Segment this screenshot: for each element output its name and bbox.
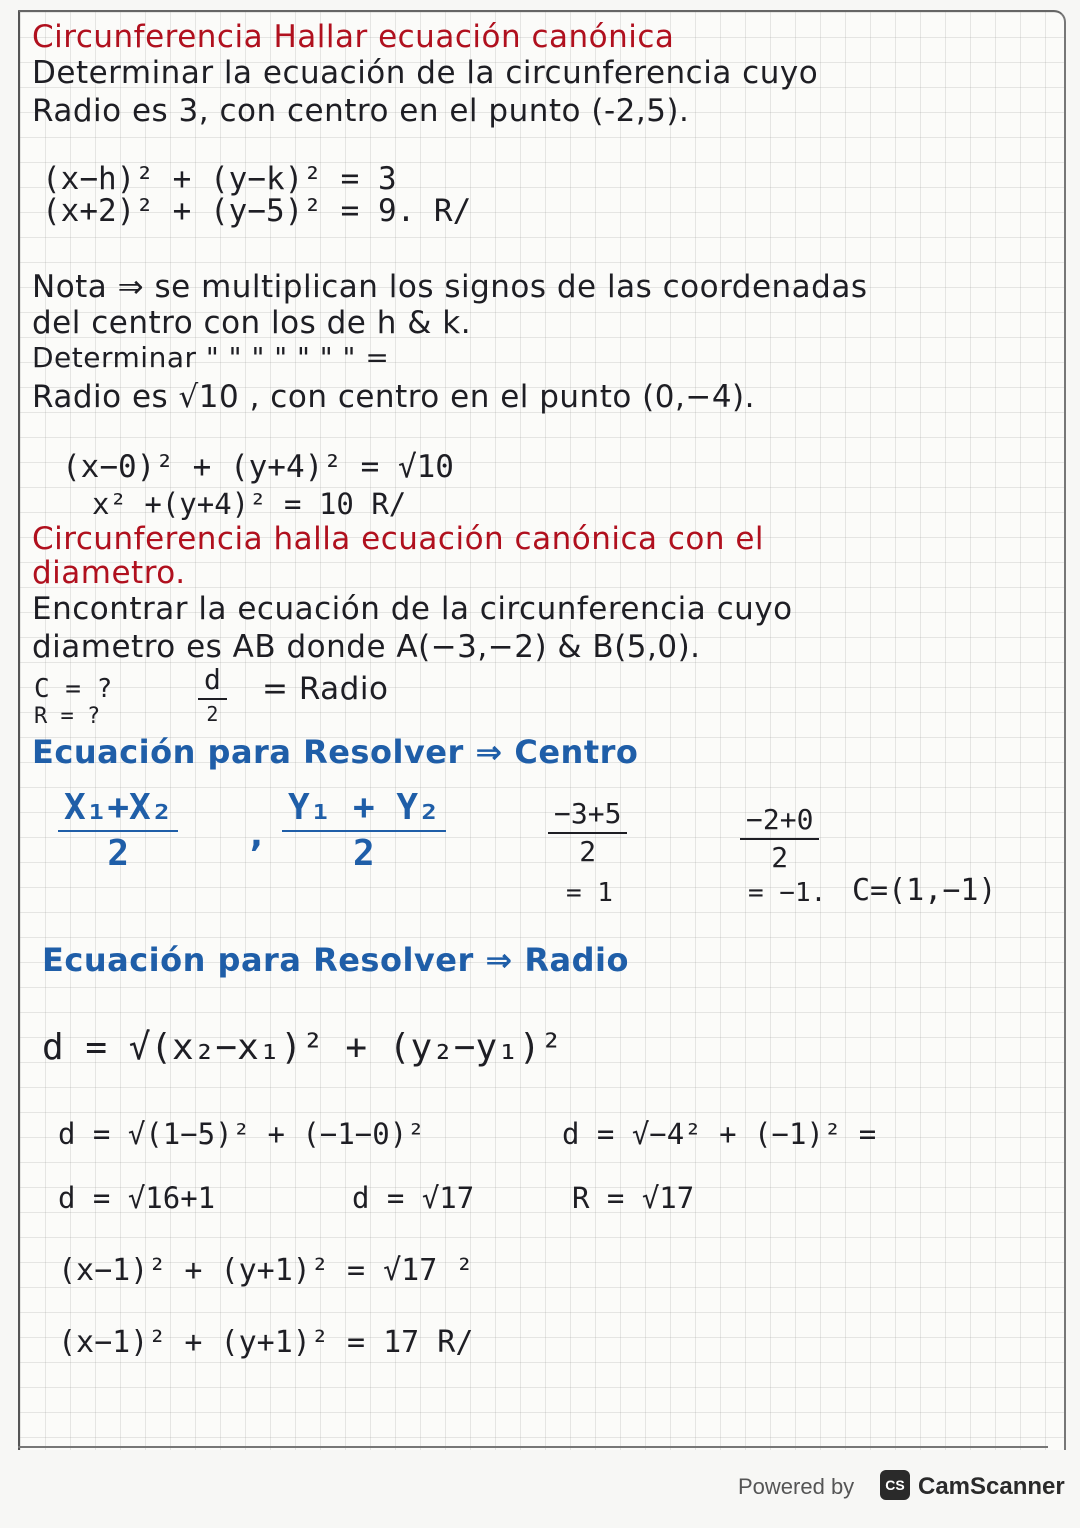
title-diametro-line2: diametro. <box>32 555 186 591</box>
distance-step3: d = √16+1 <box>58 1181 216 1215</box>
equals-radio: = Radio <box>262 671 389 707</box>
distance-result: d = √17 <box>352 1181 475 1215</box>
problem2-radio: Radio es √10 , con centro en el punto (0,−4). <box>32 379 755 415</box>
problem1-line1: Determinar la ecuación de la circunferencia cuyo <box>32 55 819 91</box>
problem1-line2: Radio es 3, con centro en el punto (-2,5). <box>32 93 690 129</box>
fraction-d-over-2: d 2 <box>198 666 227 724</box>
problem3-line2: diametro es AB donde A(−3,−2) & B(5,0). <box>32 629 701 665</box>
paper-bottom-edge <box>18 1446 1048 1448</box>
title-diametro-line1: Circunferencia halla ecuación canónica con el <box>32 521 765 557</box>
camscanner-watermark <box>730 1462 1064 1514</box>
equation-squared-step: (x−1)² + (y+1)² = √17 ² <box>58 1253 474 1288</box>
center-result: C=(1,−1) <box>852 873 997 908</box>
fraction-y-values: −2+0 2 <box>740 806 819 872</box>
equation-general-form: (x−h)² + (y−k)² = 3 <box>42 161 397 197</box>
title-circunferencia-canonica: Circunferencia Hallar ecuación canónica <box>32 19 675 55</box>
problem3-line1: Encontrar la ecuación de la circunferencia cuyo <box>32 591 793 627</box>
radius-unknown: R = ? <box>34 704 101 729</box>
fraction-x-midpoint: X₁+X₂ 2 <box>58 790 178 872</box>
equation-answer1: (x+2)² + (y−5)² = 9. R/ <box>42 193 472 229</box>
problem2-determinar: Determinar " " " " " " " = <box>32 341 390 374</box>
heading-radio: Ecuación para Resolver ⇒ Radio <box>42 941 629 979</box>
fraction-y-midpoint: Y₁ + Y₂ 2 <box>282 790 446 872</box>
note-line1: Nota ⇒ se multiplican los signos de las coordenadas <box>32 269 868 305</box>
camscanner-logo-icon: CS <box>880 1470 910 1500</box>
camscanner-brand: CamScanner <box>918 1473 1065 1500</box>
distance-step1: d = √(1−5)² + (−1−0)² <box>58 1117 425 1151</box>
comma-separator: , <box>250 815 264 855</box>
powered-by-text: Powered by <box>738 1474 855 1499</box>
center-unknown: C = ? <box>34 674 113 704</box>
distance-formula: d = √(x₂−x₁)² + (y₂−y₁)² <box>42 1027 563 1068</box>
equation-problem2: (x−0)² + (y+4)² = √10 <box>62 449 454 485</box>
fraction-x-values: −3+5 2 <box>548 800 627 866</box>
distance-step2: d = √−4² + (−1)² = <box>562 1117 877 1151</box>
note-line2: del centro con los de h & k. <box>32 305 472 341</box>
equation-answer2: x² +(y+4)² = 10 R/ <box>92 487 407 521</box>
result-x: = 1 <box>566 878 613 908</box>
radius-result: R = √17 <box>572 1181 695 1215</box>
equation-answer3: (x−1)² + (y+1)² = 17 R/ <box>58 1325 474 1360</box>
result-y: = −1. <box>748 878 827 908</box>
heading-centro: Ecuación para Resolver ⇒ Centro <box>32 733 639 771</box>
